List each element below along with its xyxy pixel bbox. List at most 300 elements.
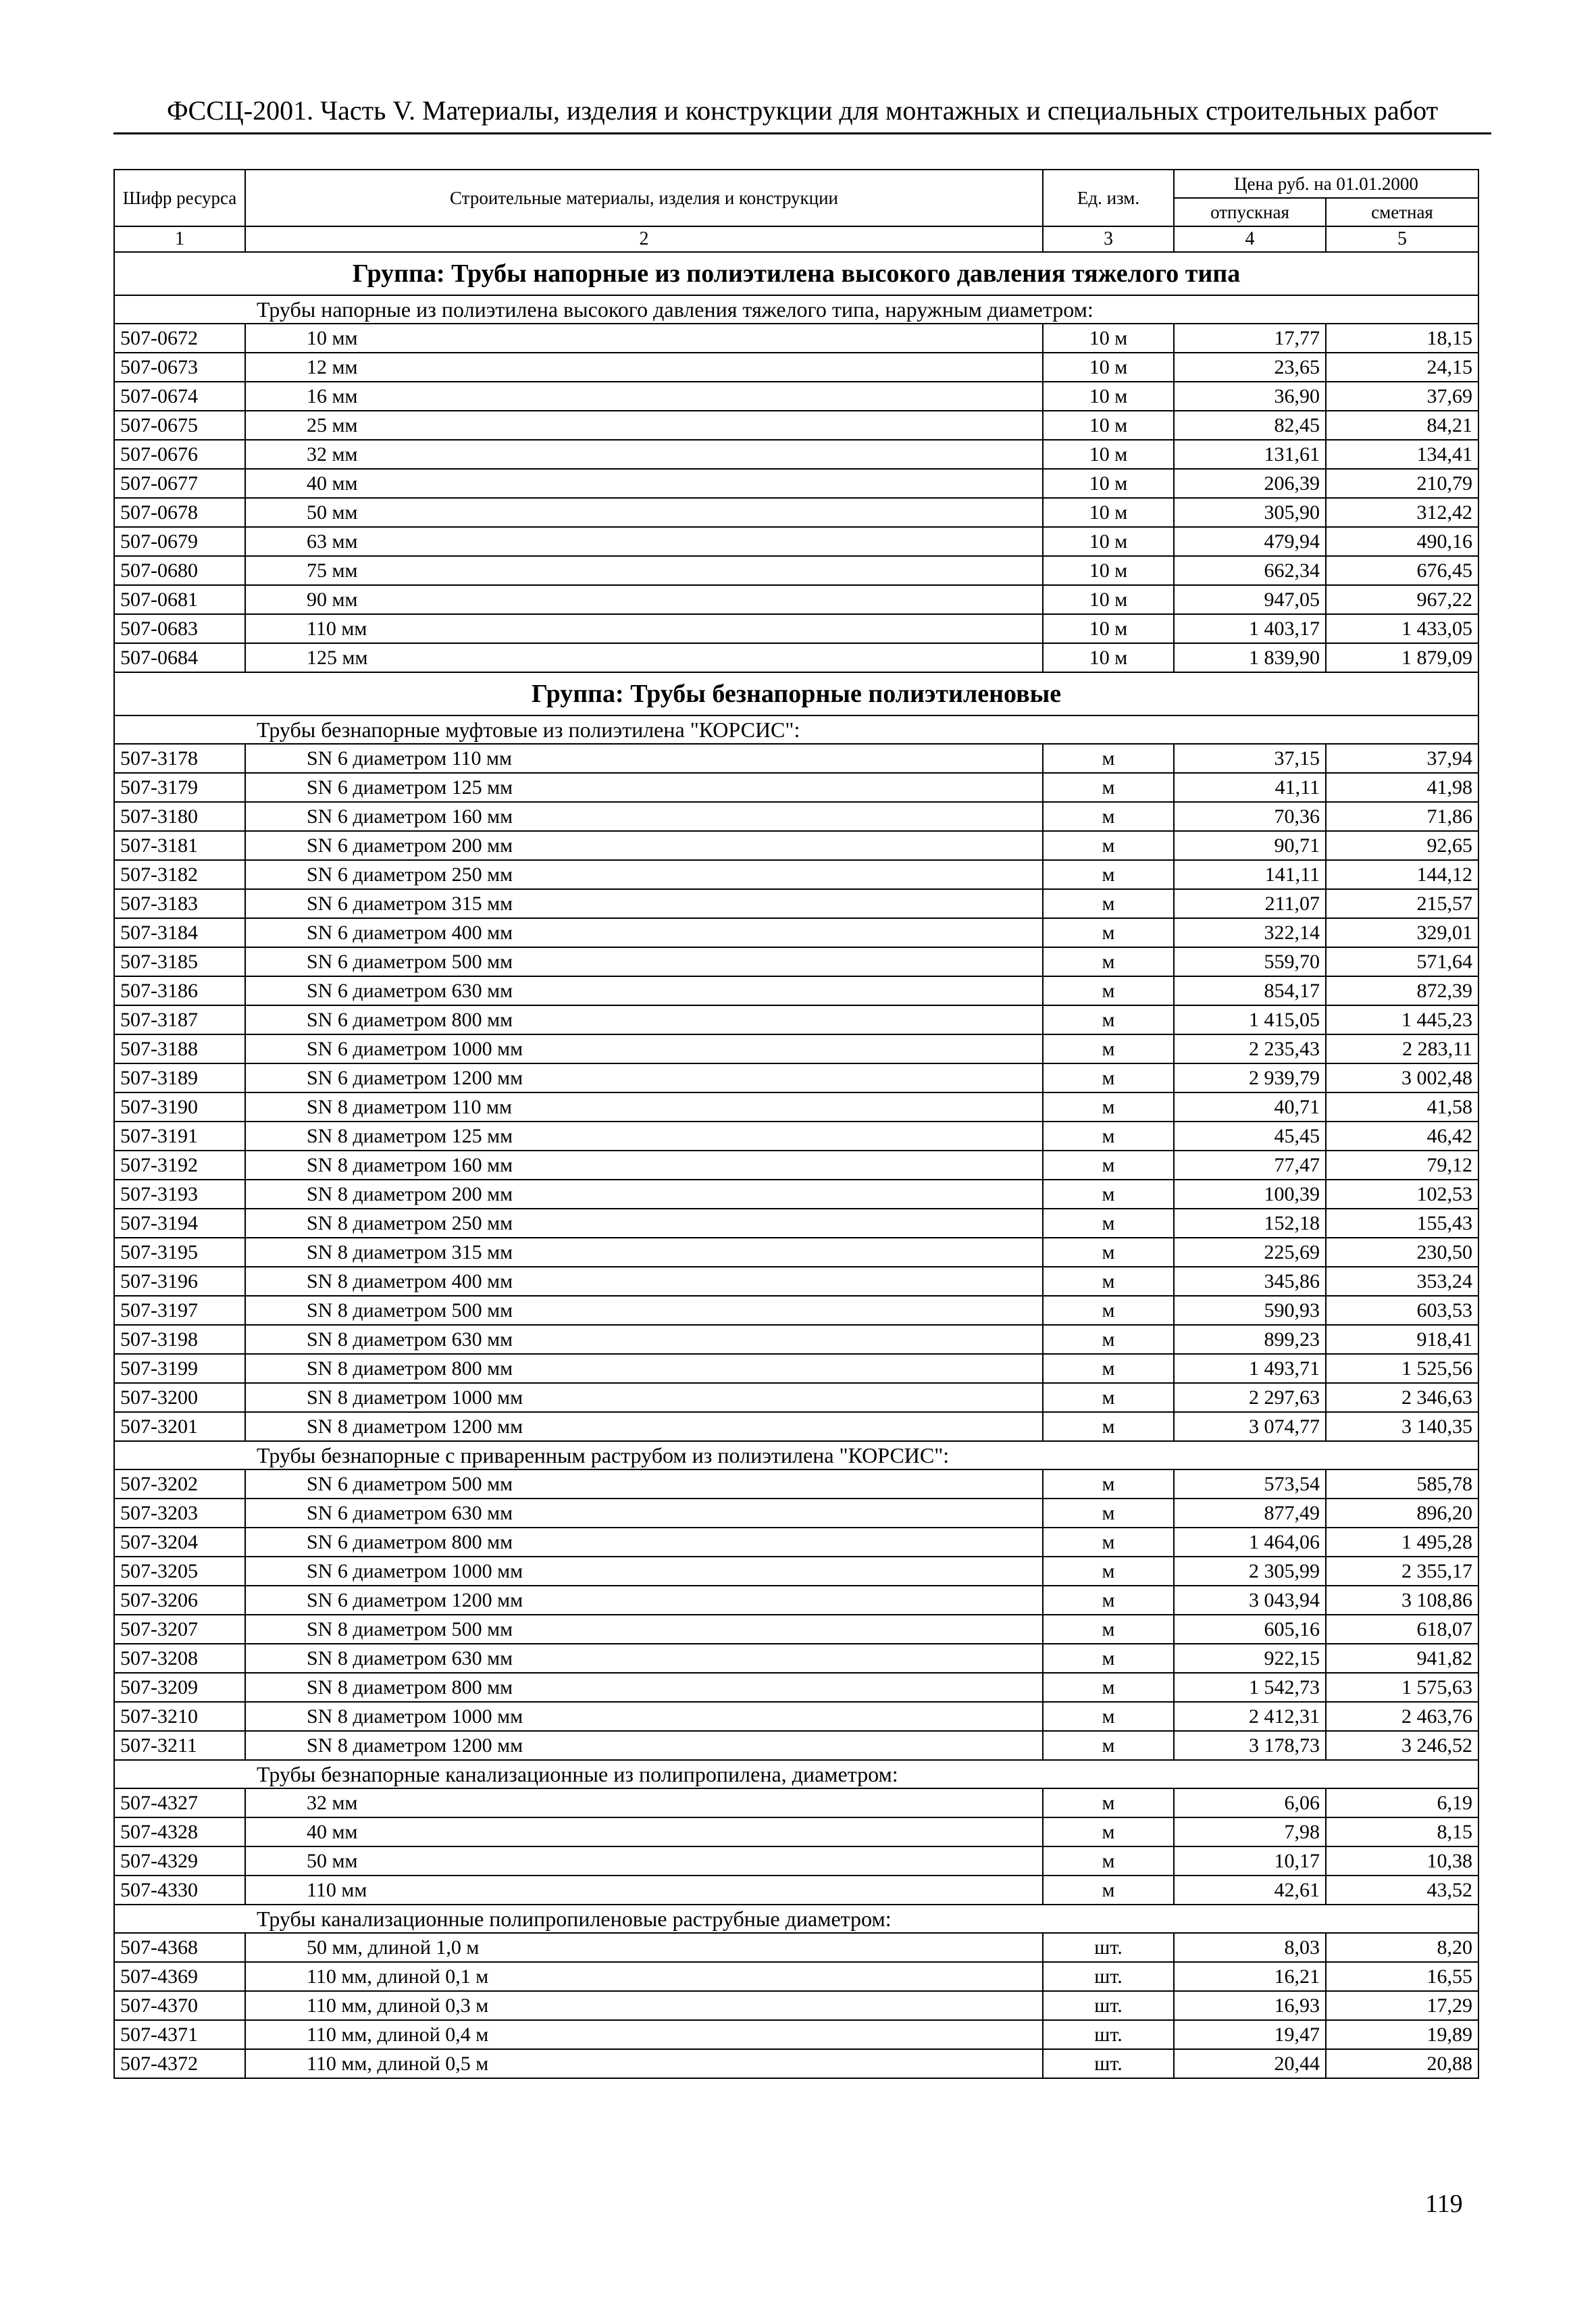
table-row <box>114 353 1478 382</box>
material-name: SN 6 диаметром 1200 мм <box>245 1063 1043 1092</box>
estimate-price: 618,07 <box>1326 1615 1478 1644</box>
estimate-price: 8,15 <box>1326 1817 1478 1846</box>
unit: м <box>1043 773 1174 802</box>
material-name: SN 8 диаметром 400 мм <box>245 1267 1043 1296</box>
unit: м <box>1043 1151 1174 1180</box>
material-name: SN 6 диаметром 1200 мм <box>245 1586 1043 1615</box>
unit: м <box>1043 1180 1174 1209</box>
resource-code: 507-0679 <box>114 527 245 556</box>
estimate-price: 1 445,23 <box>1326 1005 1478 1034</box>
header-code: Шифр ресурса <box>114 170 245 226</box>
table-row <box>114 1528 1478 1557</box>
release-price: 40,71 <box>1174 1092 1326 1122</box>
release-price: 90,71 <box>1174 831 1326 860</box>
release-price: 345,86 <box>1174 1267 1326 1296</box>
unit: 10 м <box>1043 469 1174 498</box>
resource-code: 507-3179 <box>114 773 245 802</box>
subgroup-title: Трубы напорные из полиэтилена высокого давления тяжелого типа, наружным диаметром: <box>114 295 1478 324</box>
table-row <box>114 585 1478 614</box>
estimate-price: 92,65 <box>1326 831 1478 860</box>
table-row <box>114 527 1478 556</box>
unit: м <box>1043 1644 1174 1673</box>
material-name: SN 6 диаметром 110 мм <box>245 744 1043 773</box>
release-price: 305,90 <box>1174 498 1326 527</box>
resource-code: 507-3199 <box>114 1354 245 1383</box>
resource-code: 507-3184 <box>114 918 245 947</box>
unit: м <box>1043 1615 1174 1644</box>
resource-code: 507-0676 <box>114 440 245 469</box>
table-row <box>114 744 1478 773</box>
unit: м <box>1043 1063 1174 1092</box>
material-name: 75 мм <box>245 556 1043 585</box>
material-name: SN 8 диаметром 500 мм <box>245 1615 1043 1644</box>
unit: шт. <box>1043 2049 1174 2078</box>
subgroup-title: Трубы канализационные полипропиленовые раструбные диаметром: <box>114 1905 1478 1933</box>
estimate-price: 41,98 <box>1326 773 1478 802</box>
estimate-price: 1 433,05 <box>1326 614 1478 643</box>
release-price: 1 464,06 <box>1174 1528 1326 1557</box>
release-price: 19,47 <box>1174 2020 1326 2049</box>
estimate-price: 603,53 <box>1326 1296 1478 1325</box>
estimate-price: 43,52 <box>1326 1876 1478 1905</box>
estimate-price: 2 355,17 <box>1326 1557 1478 1586</box>
table-row <box>114 1034 1478 1063</box>
release-price: 45,45 <box>1174 1122 1326 1151</box>
resource-code: 507-3206 <box>114 1586 245 1615</box>
table-row <box>114 802 1478 831</box>
unit: м <box>1043 1499 1174 1528</box>
release-price: 36,90 <box>1174 382 1326 411</box>
resource-code: 507-3207 <box>114 1615 245 1644</box>
estimate-price: 20,88 <box>1326 2049 1478 2078</box>
unit: 10 м <box>1043 353 1174 382</box>
material-name: 90 мм <box>245 585 1043 614</box>
resource-code: 507-3178 <box>114 744 245 773</box>
material-name: 110 мм <box>245 1876 1043 1905</box>
resource-code: 507-3201 <box>114 1412 245 1441</box>
release-price: 899,23 <box>1174 1325 1326 1354</box>
estimate-price: 71,86 <box>1326 802 1478 831</box>
material-name: 12 мм <box>245 353 1043 382</box>
resource-code: 507-4372 <box>114 2049 245 2078</box>
subgroup-heading-row <box>114 1760 1478 1788</box>
group-heading-row <box>114 672 1478 715</box>
material-name: SN 6 диаметром 630 мм <box>245 1499 1043 1528</box>
table-row <box>114 831 1478 860</box>
unit: 10 м <box>1043 498 1174 527</box>
unit: м <box>1043 1586 1174 1615</box>
estimate-price: 17,29 <box>1326 1991 1478 2020</box>
resource-code: 507-3181 <box>114 831 245 860</box>
table-row <box>114 1005 1478 1034</box>
material-name: 50 мм <box>245 498 1043 527</box>
table-row <box>114 1383 1478 1412</box>
resource-code: 507-3211 <box>114 1731 245 1760</box>
estimate-price: 585,78 <box>1326 1469 1478 1499</box>
release-price: 2 235,43 <box>1174 1034 1326 1063</box>
estimate-price: 215,57 <box>1326 889 1478 918</box>
release-price: 1 403,17 <box>1174 614 1326 643</box>
table-row <box>114 1644 1478 1673</box>
table-row <box>114 498 1478 527</box>
table-row <box>114 1615 1478 1644</box>
release-price: 7,98 <box>1174 1817 1326 1846</box>
unit: м <box>1043 860 1174 889</box>
estimate-price: 3 140,35 <box>1326 1412 1478 1441</box>
subgroup-heading-row <box>114 715 1478 744</box>
unit: м <box>1043 1238 1174 1267</box>
material-name: 125 мм <box>245 643 1043 672</box>
table-row <box>114 947 1478 976</box>
estimate-price: 1 879,09 <box>1326 643 1478 672</box>
running-head: ФССЦ-2001. Часть V. Материалы, изделия и конструкции для монтажных и специальных строительных работ <box>166 95 1439 126</box>
unit: 10 м <box>1043 382 1174 411</box>
material-name: 63 мм <box>245 527 1043 556</box>
resource-code: 507-3196 <box>114 1267 245 1296</box>
resource-code: 507-3200 <box>114 1383 245 1412</box>
resource-code: 507-4327 <box>114 1788 245 1817</box>
material-name: SN 8 диаметром 200 мм <box>245 1180 1043 1209</box>
table-row <box>114 1267 1478 1296</box>
table-row <box>114 773 1478 802</box>
material-name: 40 мм <box>245 469 1043 498</box>
resource-code: 507-3204 <box>114 1528 245 1557</box>
table-row <box>114 469 1478 498</box>
table-row <box>114 1092 1478 1122</box>
estimate-price: 967,22 <box>1326 585 1478 614</box>
table-row <box>114 1180 1478 1209</box>
release-price: 16,21 <box>1174 1962 1326 1991</box>
estimate-price: 18,15 <box>1326 324 1478 353</box>
estimate-price: 312,42 <box>1326 498 1478 527</box>
release-price: 152,18 <box>1174 1209 1326 1238</box>
release-price: 877,49 <box>1174 1499 1326 1528</box>
header-price: Цена руб. на 01.01.2000 <box>1174 170 1478 198</box>
unit: м <box>1043 1673 1174 1702</box>
unit: м <box>1043 1469 1174 1499</box>
table-row <box>114 556 1478 585</box>
estimate-price: 2 283,11 <box>1326 1034 1478 1063</box>
estimate-price: 155,43 <box>1326 1209 1478 1238</box>
unit: м <box>1043 744 1174 773</box>
table-row <box>114 1817 1478 1846</box>
estimate-price: 84,21 <box>1326 411 1478 440</box>
table-row <box>114 976 1478 1005</box>
unit: м <box>1043 1702 1174 1731</box>
table-row <box>114 1151 1478 1180</box>
material-name: SN 6 диаметром 200 мм <box>245 831 1043 860</box>
material-name: SN 6 диаметром 800 мм <box>245 1005 1043 1034</box>
release-price: 131,61 <box>1174 440 1326 469</box>
unit: м <box>1043 918 1174 947</box>
material-name: 32 мм <box>245 1788 1043 1817</box>
estimate-price: 676,45 <box>1326 556 1478 585</box>
table-row <box>114 1673 1478 1702</box>
material-name: 40 мм <box>245 1817 1043 1846</box>
material-name: SN 6 диаметром 630 мм <box>245 976 1043 1005</box>
material-name: SN 6 диаметром 125 мм <box>245 773 1043 802</box>
resource-code: 507-0683 <box>114 614 245 643</box>
release-price: 211,07 <box>1174 889 1326 918</box>
unit: 10 м <box>1043 643 1174 672</box>
resource-code: 507-4368 <box>114 1933 245 1962</box>
unit: м <box>1043 1325 1174 1354</box>
table-row <box>114 1412 1478 1441</box>
material-name: SN 8 диаметром 1200 мм <box>245 1412 1043 1441</box>
resource-code: 507-3186 <box>114 976 245 1005</box>
material-name: 110 мм, длиной 0,4 м <box>245 2020 1043 2049</box>
release-price: 3 074,77 <box>1174 1412 1326 1441</box>
column-index: 1 <box>114 226 245 252</box>
unit: м <box>1043 831 1174 860</box>
table-row <box>114 889 1478 918</box>
unit: 10 м <box>1043 556 1174 585</box>
material-name: SN 6 диаметром 160 мм <box>245 802 1043 831</box>
unit: м <box>1043 1354 1174 1383</box>
subgroup-heading-row <box>114 1905 1478 1933</box>
resource-code: 507-4329 <box>114 1846 245 1876</box>
unit: м <box>1043 1122 1174 1151</box>
table-row <box>114 1933 1478 1962</box>
material-name: 110 мм, длиной 0,1 м <box>245 1962 1043 1991</box>
release-price: 3 043,94 <box>1174 1586 1326 1615</box>
table-row <box>114 1499 1478 1528</box>
material-name: 50 мм <box>245 1846 1043 1876</box>
resource-code: 507-3203 <box>114 1499 245 1528</box>
material-name: SN 6 диаметром 250 мм <box>245 860 1043 889</box>
resource-code: 507-0672 <box>114 324 245 353</box>
release-price: 1 493,71 <box>1174 1354 1326 1383</box>
estimate-price: 329,01 <box>1326 918 1478 947</box>
release-price: 590,93 <box>1174 1296 1326 1325</box>
resource-code: 507-3190 <box>114 1092 245 1122</box>
resource-code: 507-3197 <box>114 1296 245 1325</box>
estimate-price: 3 108,86 <box>1326 1586 1478 1615</box>
unit: м <box>1043 976 1174 1005</box>
unit: м <box>1043 947 1174 976</box>
unit: шт. <box>1043 1962 1174 1991</box>
table-body <box>114 252 1478 2078</box>
unit: 10 м <box>1043 440 1174 469</box>
material-name: SN 8 диаметром 1000 мм <box>245 1383 1043 1412</box>
material-name: 110 мм <box>245 614 1043 643</box>
estimate-price: 10,38 <box>1326 1846 1478 1876</box>
release-price: 947,05 <box>1174 585 1326 614</box>
material-name: SN 8 диаметром 630 мм <box>245 1644 1043 1673</box>
resource-code: 507-3193 <box>114 1180 245 1209</box>
release-price: 20,44 <box>1174 2049 1326 2078</box>
subgroup-title: Трубы безнапорные муфтовые из полиэтилена "КОРСИС": <box>114 715 1478 744</box>
release-price: 8,03 <box>1174 1933 1326 1962</box>
material-name: SN 8 диаметром 1200 мм <box>245 1731 1043 1760</box>
resource-code: 507-0675 <box>114 411 245 440</box>
subgroup-heading-row <box>114 295 1478 324</box>
group-title: Группа: Трубы безнапорные полиэтиленовые <box>114 672 1478 715</box>
column-index: 3 <box>1043 226 1174 252</box>
unit: м <box>1043 1846 1174 1876</box>
table-row <box>114 1063 1478 1092</box>
unit: м <box>1043 1876 1174 1905</box>
release-price: 41,11 <box>1174 773 1326 802</box>
estimate-price: 46,42 <box>1326 1122 1478 1151</box>
unit: 10 м <box>1043 324 1174 353</box>
release-price: 2 939,79 <box>1174 1063 1326 1092</box>
material-name: SN 8 диаметром 800 мм <box>245 1673 1043 1702</box>
column-index-row <box>114 226 1478 252</box>
estimate-price: 918,41 <box>1326 1325 1478 1354</box>
table-row <box>114 1586 1478 1615</box>
unit: м <box>1043 1528 1174 1557</box>
resource-code: 507-4330 <box>114 1876 245 1905</box>
estimate-price: 1 525,56 <box>1326 1354 1478 1383</box>
unit: 10 м <box>1043 585 1174 614</box>
table-row <box>114 643 1478 672</box>
release-price: 479,94 <box>1174 527 1326 556</box>
material-name: SN 8 диаметром 315 мм <box>245 1238 1043 1267</box>
resource-code: 507-4369 <box>114 1962 245 1991</box>
resource-code: 507-0684 <box>114 643 245 672</box>
release-price: 559,70 <box>1174 947 1326 976</box>
table-row <box>114 1557 1478 1586</box>
table-row <box>114 1209 1478 1238</box>
table-row <box>114 1846 1478 1876</box>
resource-code: 507-3208 <box>114 1644 245 1673</box>
material-name: SN 6 диаметром 1000 мм <box>245 1557 1043 1586</box>
release-price: 206,39 <box>1174 469 1326 498</box>
estimate-price: 353,24 <box>1326 1267 1478 1296</box>
estimate-price: 41,58 <box>1326 1092 1478 1122</box>
resource-code: 507-3209 <box>114 1673 245 1702</box>
release-price: 2 412,31 <box>1174 1702 1326 1731</box>
unit: 10 м <box>1043 527 1174 556</box>
table-row <box>114 440 1478 469</box>
estimate-price: 1 495,28 <box>1326 1528 1478 1557</box>
unit: м <box>1043 1817 1174 1846</box>
release-price: 23,65 <box>1174 353 1326 382</box>
estimate-price: 3 246,52 <box>1326 1731 1478 1760</box>
material-name: 110 мм, длиной 0,3 м <box>245 1991 1043 2020</box>
estimate-price: 3 002,48 <box>1326 1063 1478 1092</box>
table-row <box>114 411 1478 440</box>
material-name: 16 мм <box>245 382 1043 411</box>
material-name: 32 мм <box>245 440 1043 469</box>
material-name: SN 8 диаметром 1000 мм <box>245 1702 1043 1731</box>
estimate-price: 2 346,63 <box>1326 1383 1478 1412</box>
material-name: SN 6 диаметром 800 мм <box>245 1528 1043 1557</box>
estimate-price: 37,69 <box>1326 382 1478 411</box>
table-row <box>114 1296 1478 1325</box>
table-row <box>114 1962 1478 1991</box>
resource-code: 507-3198 <box>114 1325 245 1354</box>
release-price: 16,93 <box>1174 1991 1326 2020</box>
material-name: SN 8 диаметром 250 мм <box>245 1209 1043 1238</box>
unit: м <box>1043 1557 1174 1586</box>
material-name: SN 8 диаметром 800 мм <box>245 1354 1043 1383</box>
table-row <box>114 614 1478 643</box>
release-price: 17,77 <box>1174 324 1326 353</box>
table-row <box>114 2049 1478 2078</box>
estimate-price: 8,20 <box>1326 1933 1478 1962</box>
release-price: 2 297,63 <box>1174 1383 1326 1412</box>
resource-code: 507-3192 <box>114 1151 245 1180</box>
release-price: 225,69 <box>1174 1238 1326 1267</box>
release-price: 3 178,73 <box>1174 1731 1326 1760</box>
release-price: 77,47 <box>1174 1151 1326 1180</box>
release-price: 2 305,99 <box>1174 1557 1326 1586</box>
header-name: Строительные материалы, изделия и конструкции <box>245 170 1043 226</box>
material-name: SN 6 диаметром 500 мм <box>245 1469 1043 1499</box>
table-row <box>114 1731 1478 1760</box>
resource-code: 507-3210 <box>114 1702 245 1731</box>
unit: м <box>1043 1731 1174 1760</box>
material-name: SN 6 диаметром 315 мм <box>245 889 1043 918</box>
unit: 10 м <box>1043 614 1174 643</box>
unit: м <box>1043 1034 1174 1063</box>
resource-code: 507-0681 <box>114 585 245 614</box>
table-row <box>114 1122 1478 1151</box>
resource-code: 507-3202 <box>114 1469 245 1499</box>
estimate-price: 571,64 <box>1326 947 1478 976</box>
material-name: SN 8 диаметром 500 мм <box>245 1296 1043 1325</box>
table-row <box>114 1354 1478 1383</box>
table-row <box>114 1469 1478 1499</box>
release-price: 322,14 <box>1174 918 1326 947</box>
header-unit: Ед. изм. <box>1043 170 1174 226</box>
material-name: SN 8 диаметром 125 мм <box>245 1122 1043 1151</box>
unit: м <box>1043 1296 1174 1325</box>
unit: м <box>1043 802 1174 831</box>
material-name: 110 мм, длиной 0,5 м <box>245 2049 1043 2078</box>
release-price: 1 542,73 <box>1174 1673 1326 1702</box>
header-release-price: отпускная <box>1174 198 1326 226</box>
price-table <box>113 169 1479 2079</box>
estimate-price: 134,41 <box>1326 440 1478 469</box>
release-price: 42,61 <box>1174 1876 1326 1905</box>
material-name: SN 8 диаметром 630 мм <box>245 1325 1043 1354</box>
table-row <box>114 382 1478 411</box>
resource-code: 507-0674 <box>114 382 245 411</box>
estimate-price: 490,16 <box>1326 527 1478 556</box>
estimate-price: 24,15 <box>1326 353 1478 382</box>
unit: шт. <box>1043 1933 1174 1962</box>
material-name: SN 8 диаметром 160 мм <box>245 1151 1043 1180</box>
release-price: 6,06 <box>1174 1788 1326 1817</box>
release-price: 854,17 <box>1174 976 1326 1005</box>
group-title: Группа: Трубы напорные из полиэтилена высокого давления тяжелого типа <box>114 252 1478 295</box>
table-row <box>114 324 1478 353</box>
resource-code: 507-4371 <box>114 2020 245 2049</box>
unit: м <box>1043 1005 1174 1034</box>
release-price: 1 839,90 <box>1174 643 1326 672</box>
release-price: 37,15 <box>1174 744 1326 773</box>
release-price: 662,34 <box>1174 556 1326 585</box>
resource-code: 507-0677 <box>114 469 245 498</box>
table-row <box>114 1991 1478 2020</box>
column-index: 2 <box>245 226 1043 252</box>
resource-code: 507-3187 <box>114 1005 245 1034</box>
material-name: SN 6 диаметром 500 мм <box>245 947 1043 976</box>
estimate-price: 210,79 <box>1326 469 1478 498</box>
resource-code: 507-0678 <box>114 498 245 527</box>
unit: м <box>1043 1209 1174 1238</box>
table-row <box>114 1325 1478 1354</box>
header-estimate-price: сметная <box>1326 198 1478 226</box>
table-header-row <box>114 170 1478 198</box>
resource-code: 507-4370 <box>114 1991 245 2020</box>
resource-code: 507-0673 <box>114 353 245 382</box>
resource-code: 507-3205 <box>114 1557 245 1586</box>
estimate-price: 230,50 <box>1326 1238 1478 1267</box>
